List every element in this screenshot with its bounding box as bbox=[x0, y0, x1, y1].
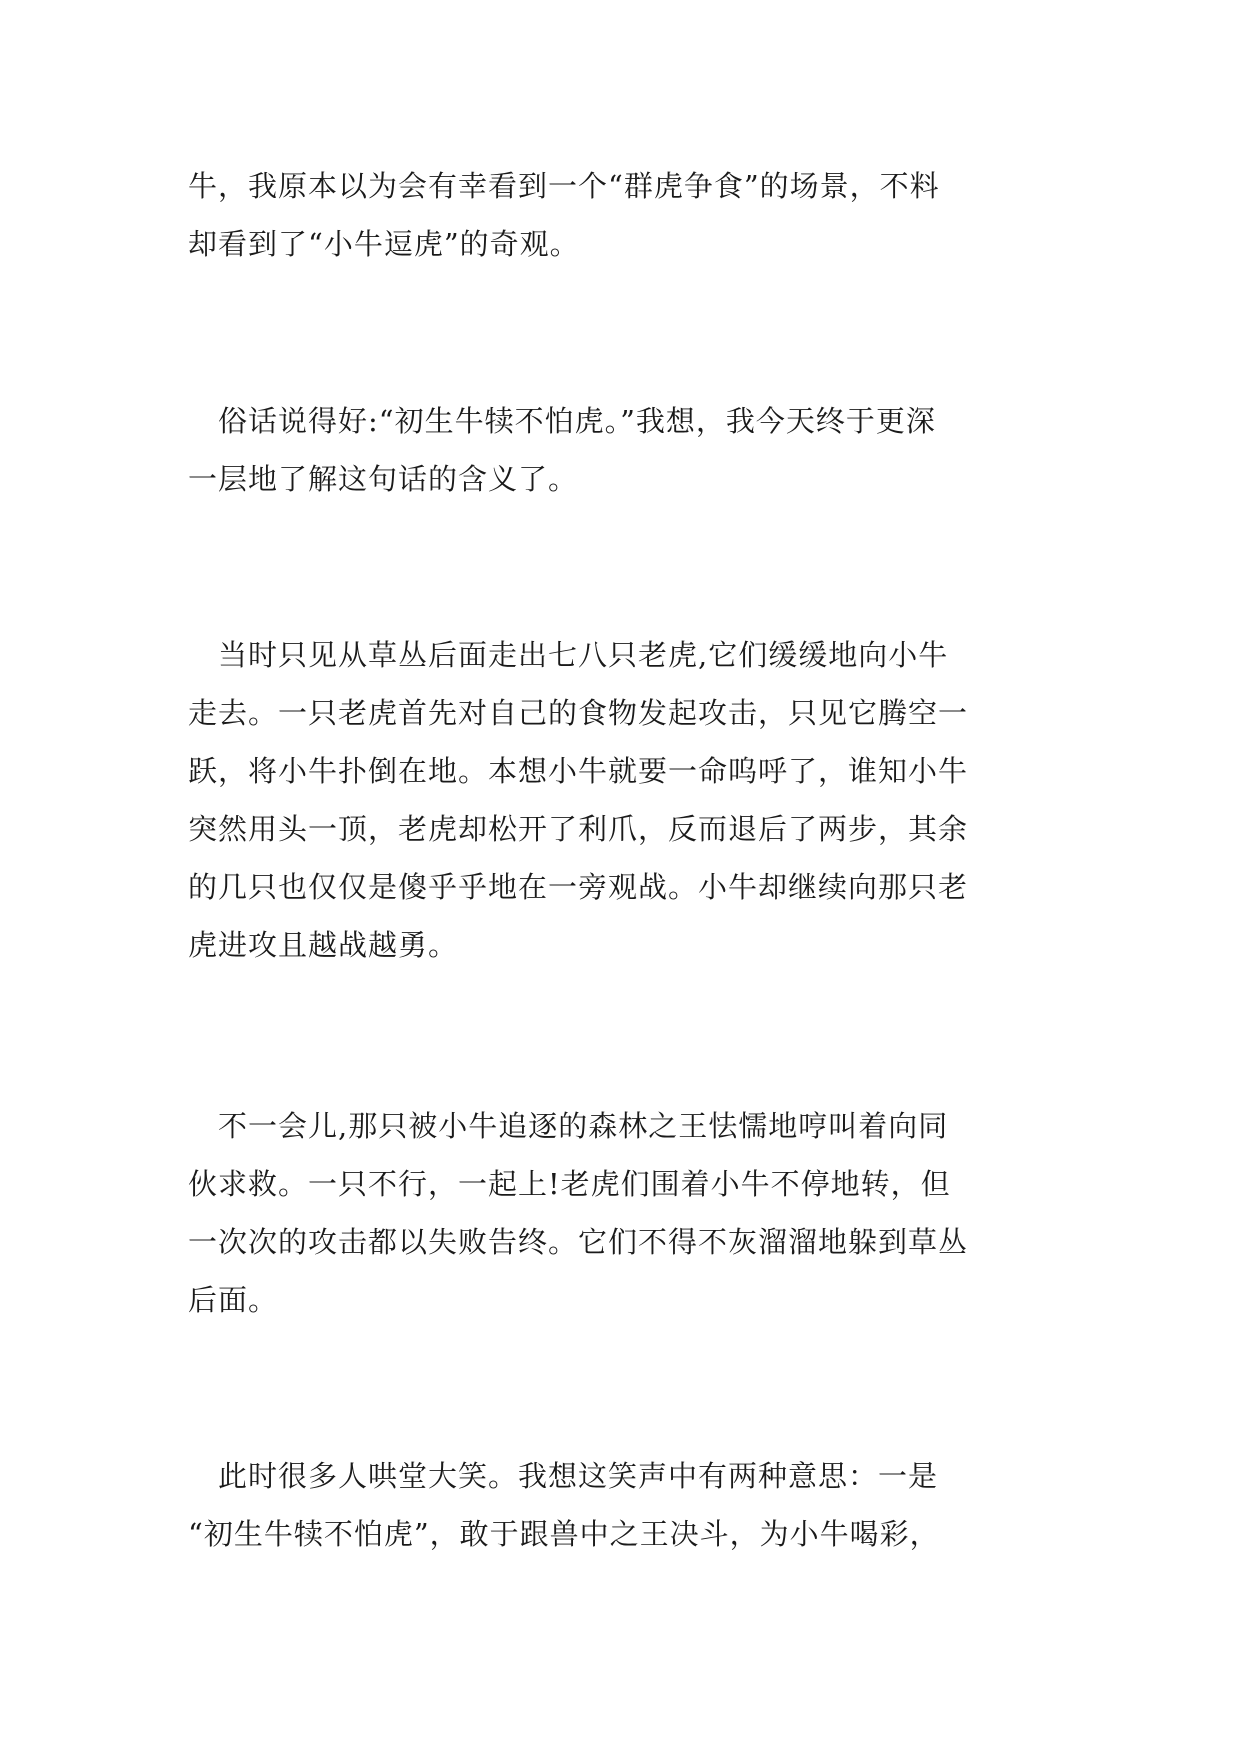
paragraph-line: 一次次的攻击都以失败告终。它们不得不灰溜溜地躲到草丛 bbox=[188, 1225, 969, 1259]
paragraph-5 bbox=[188, 1447, 1068, 1563]
paragraph-line: 当时只见从草丛后面走出七八只老虎,它们缓缓地向小牛 bbox=[188, 638, 949, 672]
paragraph-line: 走去。一只老虎首先对自己的食物发起攻击，只见它腾空一 bbox=[188, 696, 969, 730]
paragraph-1 bbox=[188, 157, 1068, 273]
paragraph-line: 虎进攻且越战越勇。 bbox=[188, 928, 459, 962]
paragraph-3 bbox=[188, 626, 1068, 974]
paragraph-line: 俗话说得好:“初生牛犊不怕虎。”我想，我今天终于更深 bbox=[188, 404, 936, 438]
paragraph-line: 一层地了解这句话的含义了。 bbox=[188, 462, 579, 496]
paragraph-line: 却看到了“小牛逗虎”的奇观。 bbox=[188, 227, 580, 261]
paragraph-line: 此时很多人哄堂大笑。我想这笑声中有两种意思：一是 bbox=[188, 1459, 939, 1493]
paragraph-line: 伙求救。一只不行，一起上!老虎们围着小牛不停地转，但 bbox=[188, 1167, 951, 1201]
paragraph-line: “初生牛犊不怕虎”，敢于跟兽中之王决斗，为小牛喝彩， bbox=[188, 1517, 940, 1551]
paragraph-line: 的几只也仅仅是傻乎乎地在一旁观战。小牛却继续向那只老 bbox=[188, 870, 969, 904]
paragraph-2 bbox=[188, 392, 1068, 508]
paragraph-line: 牛，我原本以为会有幸看到一个“群虎争食”的场景，不料 bbox=[188, 169, 940, 203]
paragraph-4 bbox=[188, 1097, 1068, 1329]
paragraph-line: 不一会儿,那只被小牛追逐的森林之王怯懦地哼叫着向同 bbox=[188, 1109, 949, 1143]
paragraph-line: 突然用头一顶，老虎却松开了利爪，反而退后了两步，其余 bbox=[188, 812, 969, 846]
paragraph-line: 后面。 bbox=[188, 1283, 279, 1317]
paragraph-line: 跃，将小牛扑倒在地。本想小牛就要一命呜呼了，谁知小牛 bbox=[188, 754, 969, 788]
